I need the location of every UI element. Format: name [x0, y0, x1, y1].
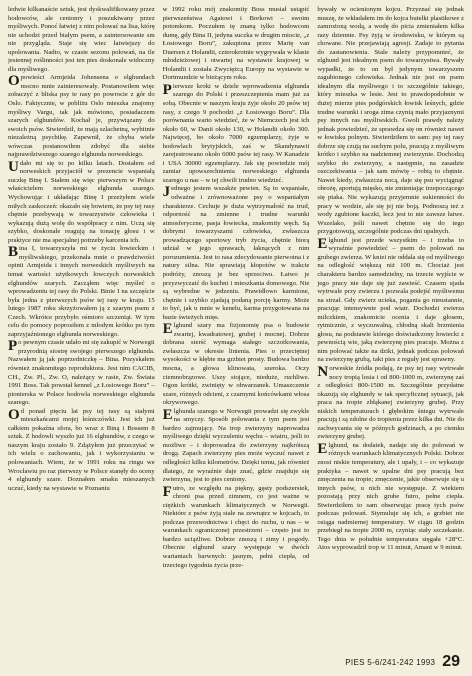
paragraph: Norweskie źródła podają, że psy tej rasy wytrwałe nocy tropią losia i od 800-1000 m, zwierzynę zaś z odległości 800-1500 m. Szczególnie przydatne okazują się elghundy w tak specyficznej sytuacji, jak praca na tropie zbłąkanej zwierzyny grubej. Przy niskich temperaturach i głębokim śniegu wytrwale pracują i są zdolne do tropienia przez kilka dni. Nie do zachwycania się w późnych godzinach, a po ciemku zwierzyny grubej. [317, 363, 464, 441]
paragraph: Futro, ze względu na piękny, gęsty podszerstek, chroni psa przed zimnem, co jest ważne w ciężkich warunkach klimatycznych w Norwegii. Niektóre z psów żyją stale na zewnątrz w kojcach, to podczas przewodnictwa i chęci do ruchu, u nas – w warunkach ograniczonej przestrzeni – często jest to bardzo uciążliwe. Dobrze znoszą i zimy i pogody. Obecnie elghund szary występuje w dwóch wariantach barwnych: jasnym, pełni ciepła, od trzeciego tygodnia życia prze- [162, 483, 310, 569]
paragraph: w 1992 roku mój znakomity Boss musiał ustąpić pierwszeństwa Agatowi i Borkowi – swoim potomkom. Poczułem tę znaną tylko hodowcom dumę, gdy Bina II, jedyna suczka w drugim miocie, „z Łosiowego Boru”, zakupiona przez Marię van Duersen z Holandii, czterokrotnie wygrywała w klasie młodzieżowej i otwartej na wystawie krajowej w Holandii i została Zwyciężcą Europy na wystawie w Dortmundzie w bieżącym roku. [162, 6, 310, 82]
paragraph: Od ponad pięciu lat psy tej rasy są stałymi mieszkańcami mojej leśniczówki. Jest ich już całkiem pokaźna sfora, bo wraz z Biną i Bossem 8 sztuk. Z hodowli wyszło już 16 elghundów, z czego w naszym kraju zostało 9. Zdążyłem już przeczytać w ich wielu o zachowaniu, jak i wykorzystaniu w polowaniach. Wiem, że w 1991 roku na ringu we Wrocławiu po raz pierwszy w Polsce stanęły do oceny 4 elghundy szare. Doznałem smaku mieszanych uczuć, kiedy na wystawie w Poznaniu [8, 406, 155, 492]
paragraph: Pierwsze kroki w dziele wprowadzenia elghunda szarego do Polski i przeszczepienia mam już za sobą. Obecnie w naszym kraju żyje około 20 psów tej rasy, z czego 9 pochodzi „z Łosiowego Boru”. Dla porównania warto wiedzieć, że w Niemczech jest ich około 60, w Danii około 130, w Holandii około 300. Najwięcej, bo około 7000 egzemplarzy, żyje w hodowlach brytyjskich, zaś w Skandynawii zarejestrowano około 6000 psów tej rasy. W Kanadzie i USA 30000 egzemplarzy. Jak się powiedzie mój zamiar upowszechnienia norweskiego elghunda szarego u nas – w tej chwili trudno wiedzieć. [162, 81, 310, 184]
article-column-2 [163, 6, 310, 651]
paragraph: ledwie kilkanaście sztuk, jest dyskwalifikowany przez hodowców, ale cenionry i poszukiwany przez myśliwych. Ponoć łatwiej z nim polować na lisa, którę nie uchodzi przed białym psem, a zaintersowanie sm nie przygląda. Staje się wiec łatwiejszy do upolowania. Nadto, w czasie sezonu polowań, na tle jesiennej roślinności jest ten pies doskonale widoczny dla myśliwego. [8, 6, 155, 73]
page-number: 29 [442, 653, 460, 670]
paragraph: bywały w ocienionym kojcu. Przyznać się jednak muszę, że wkładałem im do kojca butelki plastikowe z zamrożoną wodą, a wodę do picia zmieniałem kilka razy dziennie. Psy żyją w środowisku, w którym są chowane. Nie przejawiają agresji. Zadaje to pytania do zastanowienia. Stale należy przypomnieć, że elghund jest idealnym psem do towarzystwa. Bywały wypadki, że to on był jedynym towarzyszem zagubionego człowieka. Jednak nie jest on psem idealnym dla myśliwego i to szczególnie takiego, który mieszka w lesie. Jest to prawdopodobnie w dużej mierze pies podgórskich łowisk leśnych, gdzie trudne warunki i sroga zima czynią mało przyjaznymi psy innych ras myśliwskich. Gwoli prawdy należy jednak powiedzieć, że sprawdza się on również nawet w łowisku polnym. Stwierdziłem to sam: psy tej rasy dobrze się czują na suchym polu, pracują z myśliwym krótko i szybko na nadziemnej zwierzynie. Dochodzą szybko do zwierzyny, a następnie, na zasadzie oszczekiwania – jak sam mówię – robią to chętnie. Nawet kiedy, zwłaszcza nocą, daje się psu wyciągnąć obrożę, aportują mięsko, nie zmieniając trzepoczącego się ptaka. Nie wykazują przyjemnie sukienności do pracy w wodzie, ale się jej nie boją. Podnoszą też z wody zgubione kaczki, lecz jest to nie zawsze łatwe. Wszelako, jeśli nawet chętnie się do tego przygotowują, szczególnie podczas dni upalnych. [317, 6, 464, 236]
paragraph: Po pewnym czasie udało mi się zakupić w Norwegii przyrodnią siostrę swojego pierwszego elghunda. Nazwałem ją jak poprzedniczkę – Bina. Pozyskałem również znakomitego reproduktora. Jest nim CACIB, CH., Zw. Pl., Zw. O, należący w rasie, Zw. Świata 1991 Boss. Tak powstał kennel „z Łosiowego Boru” – pionierska w Polsce hodowla norweskiego elghunda szarego. [8, 338, 155, 407]
paragraph: Elghunda szarego w Norwegii prowadzi się zwykle na smyczy. Sposób polowania z tym psem jest bardzo zajmujący. Na trop zwierzyny naprowadza myśliwego dzięki wyczuleniu węchu – wiatru, jeśli to możliwe – i doprowadza do zwierzyny najkrótszą drogą. Zapach zwierzyny pies może wyczuć nawet z odległości kilku kilometrów. Dzięki temu, jak również dlatego, że wyraźnie daje znać, gdzie znajduje się zwierzyna, jest to pies ceniony. [162, 406, 310, 484]
paragraph: Elghund jest przede wszystkim – i trzeba to wyraźnie powiedzieć – psem do polowań na grubego zwierza. W kniei nie oddala się od myśliwego na odległość większą niż 100 m. Chociaż jest charakteru bardzo samodzielny, na trzecie wyjście w jego pracy nie daje się już zawieść. Czasem ujada wytrwale przy zwierzu i pozwala podejść myśliwemu na strzał. Gdy zwierz ucieka, pogania go nieustannie, pracując intensywnie pod wiatr. Dochodzi zwierza milczkiem, znakomicie ocenia i daje głosem, rytmicznie, z wyczuwalną, chłodną skali brzmienia głosu, na podstawie którego doświadczony łowiecki z pewnością wie, jaką zwierzynę pies pracuje. Można z nim polować także na dziki, jednak podczas polowań na zwierzynę grubą, taki pies z reguły jest sprawny. [317, 235, 464, 364]
paragraph: Elghund, na dodatek, nadaje się do polowań w różnych warunkach klimatycznych Polski. Dobrze znosi niskie temperatury, ale i upały, i – co wykazuje praktyka – nawet w upalne dni psy pracują bez zmęczenia na tropie; zmęczenie, jakie obserwuje się u innych psów, u nich nie występuje. Z wiekiem pozostają przy nich grube futro, pełne ciepła. Stwierdziłem to sam obserwując pracę tych psów podczas polowań. Stymuluje się ich, a grzbiet nie osiąga nadmiernej temperatury. W ciągu 18 godzin przebiegł na tropie 2000 m, czyniąc stały szczekanie. Tego dnia w południe temperatura sięgała +28°C. Atos wyprowadził trop w 11 minut, Amant w 9 minut. [317, 440, 464, 552]
article-column-3 [317, 6, 464, 651]
paragraph: Opowieści Armjeida Johensena o elghundach mocno mnie zainteresowały. Postanowiłem więc zobaczyć z bliska psy te rasy po powrocie z gór do Oslo. Faktycznie, w pobliżu Oslo mieszka znajomy myśliwy Vargu, tak jak mówiono, posiadaczem szarych elghundów. Kochał je, przywiązany do swoich psów. Stwierdził, że mają szlachetną, wybitnie niezależną psychikę. Zapewnił, że chyba wiele wówczas postanowiłem zdobyć dla siebie najprawdziwszego szarego elghunda norweskiego. [8, 73, 155, 159]
paragraph: Udało mi się to po kilku latach. Dostałem od norweskich przyjaciół w prezencie wspaniałą suczkę Binę I. Stałem się więc pierwszym w Polsce właścicielem norweskiego elghunda szarego. Wychowując i układając Binę I przeżyłem wiele miłych zaskoczeń: okazało się bowiem, że psy tej rasy chętnie przebywają w towarzystwie człowieka i wykazują dużą wolę do współpracy z nim. Uczą się szybko, doskonale reagują na tonację głosu i w praktyce nie ma specjalnej potrzeby karcenia ich. [8, 158, 155, 244]
issue-reference: PIES 5-6/241-242 1993 [345, 657, 436, 667]
paragraph: Elghund szary ma fizjonomię psa o budowie zwartej, kwadratowej, grubej i mocnej. Dobrze dobrana sierść wymaga stałego szczotkowania, zwłaszcza w okresie linienia. Pies o przeciętnej wysokości w kłębie ma grzbiet prosty. Budowa bardzo mocna, a głowa klinowata, szeroka. Oczy ciemnobrązowe. Uszy stojące, nieduże, ruchliwe. Ogon krótki, zwinięty w obwarzanek. Umaszczenie szare, różnych odcieni, z czarnymi końcówkami włosa okrywowego. [162, 321, 310, 407]
page-footer [0, 648, 472, 676]
paragraph: Bina I, towarzyszyła mi w życiu łowieckim i myśliwskiego, przekonała mnie o prawdziwości opinii Armjeida i innych norweskich myśliwych na temat wartości użytkowych łowczych norweskich elghundów szarych. Zacząłem więc myśleć o wprowadzeniu tej rasy do Polski. Binie I na szczęście była jedna z pierwszych psów tej rasy w kraju. 15 lutego 1987 roku skrzyżowałem ją z szarym psem z Czech. Wkrótce przybyło ośmioro szczeniąt. W tym celu do pomocy poprosiłem z młodym krótko po tym zaprzyjaźnionego elghunda norweskiego. [8, 244, 155, 338]
article-columns [8, 6, 464, 651]
article-column-1 [8, 6, 155, 651]
paragraph: Jednego jestem wszakże pewien. Są to wspaniałe, odważne i zrównoważone psy o wspaniałym charakterze. Cechuje je duża wytrzymałość na trud, odporność na zmienne i trudne warunki atmosferyczne, pasja łowiecka, znakomity węch. Są dobrymi towarzyszami człowieka, zwłaszcza prowadzącego sportowy tryb życia, chętnie biorą udział w jego sprawach, łaknących z nim porozumienia. Jest to rasa zdecydowanie pierwotna i z natury silna. Nie sprawiają kłopotów w trakcie podróży, znoszą je bez sprzeciwu. Łatwo je przyzwyczaić do kuchni i mieszkania domowego. Nie są wybredne w jedzeniu. Prawidłowo karmione, chętnie i szybko zjadają podaną porcję karmy. Może to być, jak u mnie w kenelu, karma przygotowana na bazie świeżych mięs. [162, 184, 310, 321]
